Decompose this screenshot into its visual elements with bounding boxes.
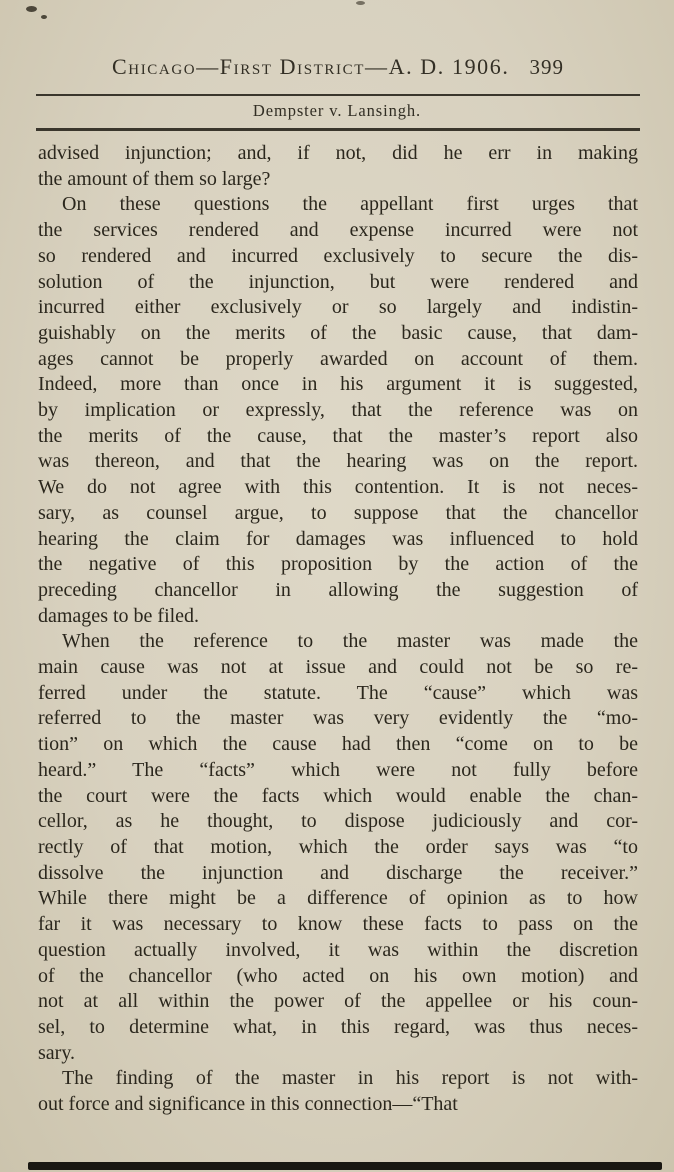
text-line: We do not agree with this contention. It is not neces- — [38, 476, 638, 499]
text-line: was thereon, and that the hearing was on the report. — [38, 450, 638, 473]
text-line: the merits of the cause, that the master’s report also — [38, 424, 638, 447]
text-line: ages cannot be properly awarded on account of them. — [38, 347, 638, 370]
text-line: preceding chancellor in allowing the suggestion of — [38, 578, 638, 601]
running-head: Chicago—First District—A. D. 1906. — [112, 54, 510, 79]
text-line: far it was necessary to know these facts to pass on the — [38, 913, 638, 936]
header-rule-top — [36, 94, 640, 96]
text-line: rectly of that motion, which the order says was “to — [38, 835, 638, 858]
text-line: question actually involved, it was within the discretion — [38, 938, 638, 961]
text-line: out force and significance in this connection—“That — [38, 1093, 458, 1116]
text-line: The finding of the master in his report is not with- — [62, 1067, 638, 1090]
text-line: referred to the master was very evidently the “mo- — [38, 707, 638, 730]
text-line: the court were the facts which would enable the chan- — [38, 784, 638, 807]
scan-artifact — [41, 15, 47, 19]
text-line: solution of the injunction, but were rendered and — [38, 270, 638, 293]
text-line: When the reference to the master was made the — [62, 630, 638, 653]
case-title: Dempster v. Lansingh. — [252, 101, 422, 120]
text-line: While there might be a difference of opinion as to how — [38, 887, 638, 910]
text-line: hearing the claim for damages was influenced to hold — [38, 527, 638, 550]
text-line: guishably on the merits of the basic cause, that dam- — [38, 321, 638, 344]
text-line: heard.” The “facts” which were not fully before — [38, 758, 638, 781]
text-line: sel, to determine what, in this regard, was thus neces- — [38, 1015, 638, 1038]
text-line: cellor, as he thought, to dispose judiciously and cor- — [38, 810, 638, 833]
text-line: the services rendered and expense incurred were not — [38, 219, 638, 242]
body-text — [38, 141, 638, 1118]
text-line: On these questions the appellant first urges that — [62, 193, 638, 216]
page-header — [38, 54, 638, 80]
text-line: incurred either exclusively or so largely and indistin- — [38, 296, 638, 319]
text-line: the negative of this proposition by the action of the — [38, 553, 638, 576]
page-number: 399 — [529, 55, 564, 79]
text-line: dissolve the injunction and discharge the receiver.” — [38, 861, 638, 884]
header-rule-bottom — [36, 128, 640, 131]
scan-artifact — [26, 6, 37, 12]
text-line: advised injunction; and, if not, did he err in making — [38, 142, 638, 164]
text-line: sary, as counsel argue, to suppose that the chancellor — [38, 501, 638, 524]
text-line: the amount of them so large? — [38, 167, 271, 190]
text-line: so rendered and incurred exclusively to secure the dis- — [38, 244, 638, 267]
text-line: not at all within the power of the appellee or his coun- — [38, 990, 638, 1013]
text-line: ferred under the statute. The “cause” which was — [38, 681, 638, 704]
scan-artifact — [356, 1, 365, 5]
text-line: sary. — [38, 1041, 76, 1064]
text-line: Indeed, more than once in his argument it is suggested, — [38, 373, 638, 396]
text-line: damages to be filed. — [38, 604, 200, 627]
text-line: main cause was not at issue and could not be so re- — [38, 656, 638, 679]
scan-edge-artifact — [28, 1162, 662, 1170]
text-line: tion” on which the cause had then “come on to be — [38, 733, 638, 756]
text-line: of the chancellor (who acted on his own motion) and — [38, 964, 638, 987]
text-line: by implication or expressly, that the reference was on — [38, 399, 638, 422]
